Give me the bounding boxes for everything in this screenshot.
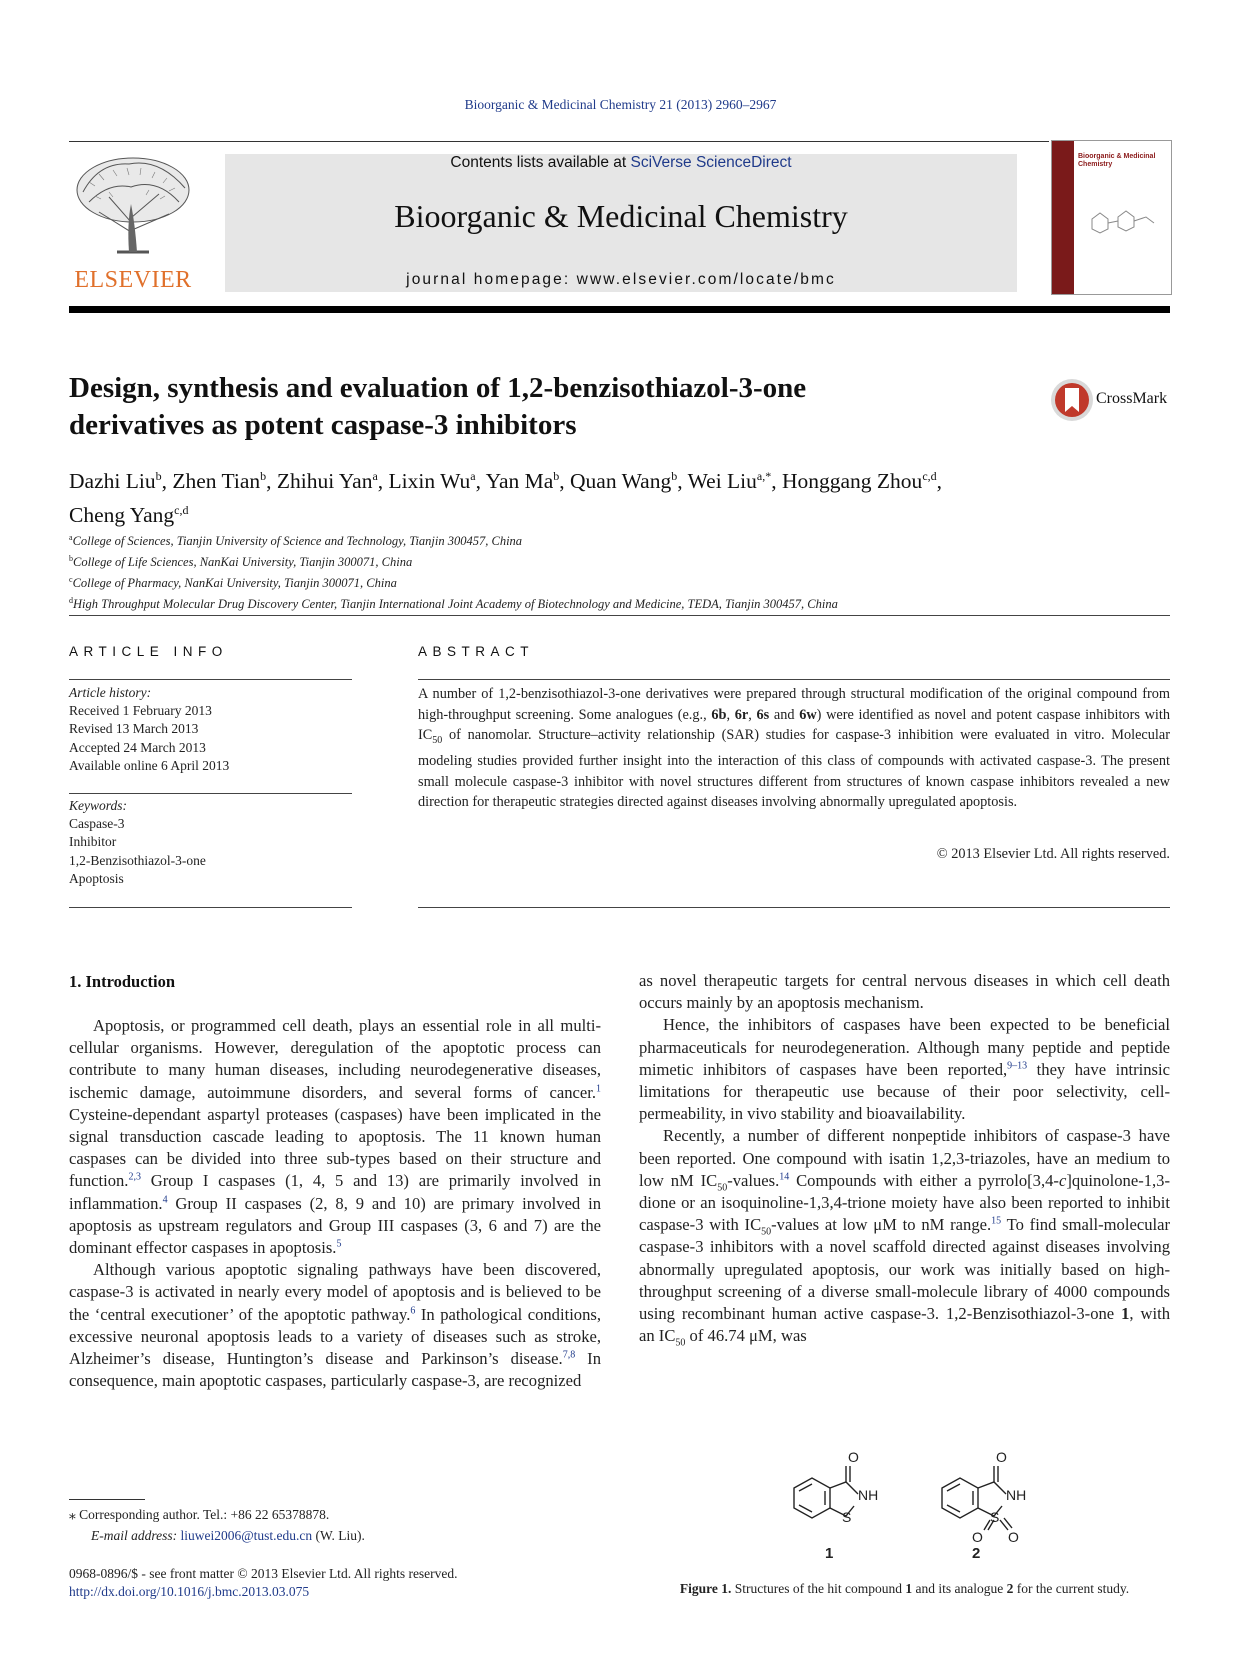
- body-text: they have intrinsic limitations for therapeutic use because of their poor selectivity, cell-permeability, in vivo stability and bioavailability.: [639, 1059, 1170, 1124]
- atom-label: S: [990, 1509, 1000, 1525]
- author-affiliation-mark[interactable]: a: [470, 469, 476, 483]
- journal-title: Bioorganic & Medicinal Chemistry: [394, 198, 848, 234]
- footnote-rule: [69, 1499, 145, 1500]
- affiliation: [69, 529, 1169, 550]
- body-text: Group I caspases (1, 4, 5 and 13) are primarily involved in inflammation.: [69, 1171, 601, 1213]
- citation-link[interactable]: 9–13: [1007, 1060, 1028, 1072]
- abstract-text-part: ) were identified as novel and potent caspase inhibitors with IC: [418, 706, 1170, 743]
- footnote-line: [69, 1505, 589, 1526]
- cover-title: Bioorganic & Medicinal Chemistry: [1078, 153, 1156, 168]
- cover-spine: [1052, 141, 1074, 294]
- affiliations-rule: [69, 615, 1170, 616]
- figure-1-caption: [639, 1581, 1170, 1597]
- affiliation-text: College of Life Sciences, NanKai University, Tianjin 300071, China: [73, 555, 413, 570]
- abstract-text-part: ,: [748, 706, 757, 723]
- citation-link[interactable]: 2,3: [128, 1171, 141, 1183]
- affiliation-key: c: [69, 575, 73, 585]
- citation-link[interactable]: 7,8: [562, 1349, 576, 1361]
- author-affiliation-mark[interactable]: b: [553, 469, 560, 483]
- elsevier-wordmark: ELSEVIER: [74, 267, 192, 293]
- compound-ref: 2: [1006, 1581, 1014, 1596]
- affiliation-key: b: [69, 554, 73, 564]
- subscript: 50: [761, 1226, 772, 1238]
- compound-ref: 6b: [711, 706, 727, 723]
- citation-link[interactable]: 4: [162, 1194, 168, 1206]
- figure-caption-text: for the current study.: [1013, 1581, 1130, 1596]
- compound-label: 1: [825, 1545, 834, 1562]
- compound-ref: 6s: [756, 706, 770, 723]
- body-text: Apoptosis, or programmed cell death, plays an essential role in all multi-cellular organisms. However, deregulation of the apoptotic process can contribute to many human diseases, including neurodegenerative diseases, ischemic damage, autoimmune disorders, and several forms of cancer.: [69, 1016, 601, 1102]
- citation-link[interactable]: 14: [779, 1171, 790, 1183]
- body-column-right: [639, 970, 1170, 1347]
- body-paragraph: [639, 1125, 1170, 1347]
- abstract-rule: [418, 679, 1170, 680]
- author-affiliation-mark[interactable]: a: [372, 469, 378, 483]
- body-text: Although various apoptotic signaling pathways have been discovered, caspase-3 is activated in nearly every model of apoptosis and is believed to be the ‘central executioner’ of the apoptotic pathway.: [69, 1260, 601, 1324]
- abstract-copyright: © 2013 Elsevier Ltd. All rights reserved.: [936, 846, 1170, 862]
- affiliation: [69, 571, 1169, 592]
- crossmark-badge[interactable]: [1050, 378, 1175, 422]
- history-item: Available online 6 April 2013: [69, 757, 230, 773]
- keywords: [69, 797, 352, 888]
- keyword[interactable]: Apoptosis: [69, 870, 124, 886]
- affiliation-list: [69, 529, 1169, 614]
- abstract-text-part: of nanomolar. Structure–activity relationship (SAR) studies for caspase-3 inhibition were evaluated in vitro. Molecular modeling studies provided further insight into the interaction of this class of compounds with activated caspase-3. The present small molecule caspase-3 inhibitor with novel structures different from structures of known caspase inhibitors revealed a new direction for therapeutic strategies directed against diseases involving abnormally upregulated apoptosis.: [418, 727, 1170, 811]
- body-text: Compounds with either a pyrrolo[3,4-: [789, 1170, 1059, 1190]
- affiliation-text: College of Sciences, Tianjin University of Science and Technology, Tianjin 300457, China: [72, 534, 523, 549]
- footnote-text: (W. Liu).: [312, 1527, 365, 1543]
- header-rule: [69, 141, 1049, 142]
- compound-label: 2: [972, 1545, 981, 1562]
- body-text: as novel therapeutic targets for central nervous diseases in which cell death occurs mainly by an apoptosis mechanism.: [639, 971, 1170, 1013]
- paper-title-line-1: Design, synthesis and evaluation of 1,2-benzisothiazol-3-one: [69, 372, 807, 404]
- atom-label: NH: [1006, 1487, 1027, 1503]
- author-affiliation-mark[interactable]: c,d: [922, 469, 937, 483]
- keywords-label: Keywords:: [69, 798, 127, 813]
- body-paragraph: [639, 1014, 1170, 1125]
- italic-text: c: [1058, 1170, 1067, 1190]
- history-item: Revised 13 March 2013: [69, 721, 199, 737]
- affiliation-key: a: [69, 533, 73, 542]
- author[interactable]: Quan Wang: [570, 469, 672, 494]
- body-text: -values at low μM to nM range.: [771, 1215, 992, 1235]
- body-text: , with an IC: [639, 1304, 1170, 1346]
- sciencedirect-link[interactable]: SciVerse ScienceDirect: [630, 154, 792, 171]
- author[interactable]: Honggang Zhou: [781, 469, 923, 494]
- body-text: ]quinolone-1,3-dione or an isoquinoline-1,3,4-trione moiety have also been reported to inhibit caspase-3 with IC: [639, 1170, 1170, 1235]
- article-info-heading: ARTICLE INFO: [69, 644, 228, 659]
- abstract-text-part: ,: [726, 706, 735, 723]
- keyword[interactable]: 1,2-Benzisothiazol-3-one: [69, 852, 206, 868]
- elsevier-tree-icon: [69, 152, 197, 260]
- affiliation: [69, 550, 1169, 571]
- atom-label: S: [842, 1509, 852, 1525]
- author[interactable]: Zhihui Yan: [276, 469, 373, 494]
- figure-1: [780, 1448, 1070, 1564]
- affiliation-key: d: [69, 596, 73, 606]
- body-text: Cysteine-dependant aspartyl proteases (caspases) have been implicated in the signal transduction cascade leading to apoptosis. The 11 known human caspases can be divided into three sub-types based on their structure and function.: [69, 1104, 601, 1191]
- contents-prefix: Contents lists available at: [450, 154, 631, 171]
- paper-title: [69, 370, 1029, 444]
- author-affiliation-mark[interactable]: b: [671, 469, 678, 483]
- abstract-text-part: and: [769, 706, 800, 723]
- body-paragraph: [639, 970, 1170, 1014]
- compound-ref: 6w: [799, 706, 817, 723]
- crossmark-icon: [1050, 378, 1094, 422]
- author[interactable]: Yan Ma: [485, 469, 554, 494]
- atom-label: O: [848, 1449, 859, 1465]
- figure-caption-label: Figure 1.: [679, 1581, 732, 1596]
- cover-molecule-icon: [1082, 199, 1162, 239]
- compound-ref: 6r: [734, 706, 749, 723]
- crossmark-label: CrossMark: [1096, 390, 1168, 407]
- author-affiliation-mark[interactable]: a,*: [756, 469, 772, 483]
- body-text: In consequence, main apoptotic caspases, particularly caspase-3, are recognized: [69, 1349, 601, 1391]
- body-text: In pathological conditions, excessive neuronal apoptosis leads to a variety of diseases such as stroke, Alzheimer’s disease, Huntington’s disease and Parkinson’s disease.: [69, 1304, 602, 1369]
- keyword[interactable]: Caspase-3: [69, 816, 125, 832]
- author[interactable]: Lixin Wu: [388, 469, 471, 494]
- subscript: 50: [432, 734, 443, 746]
- article-info-bottom-rule: [69, 907, 352, 908]
- figure-caption-text: and its analogue: [912, 1581, 1007, 1596]
- footnote-star: ⁎: [69, 1507, 76, 1522]
- abstract-text: [418, 684, 1170, 813]
- author-list: Dazhi Liu$^b$, Zhen Tian$^b$, Zhihui Yan$^a$, Lixin Wu$^a$, Yan Ma$^b$, Quan Wang$^b$, Wei Liu$^{a,*}$, Honggang Zhou$^{c,d}$, Cheng Yang$^{c,d}$: [69, 469, 943, 528]
- author[interactable]: Wei Liu: [687, 469, 757, 494]
- atom-label: O: [996, 1449, 1007, 1465]
- author-affiliation-mark[interactable]: b: [260, 469, 267, 483]
- subscript: 50: [717, 1182, 728, 1194]
- issn-text: 0968-0896/$ - see front matter © 2013 Elsevier Ltd. All rights reserved.: [69, 1566, 458, 1581]
- article-info-rule: [69, 679, 352, 680]
- journal-homepage-link[interactable]: journal homepage: www.elsevier.com/locate/bmc: [406, 271, 836, 288]
- section-heading-introduction: 1. Introduction: [69, 972, 176, 991]
- figure-caption-text: Structures of the hit compound: [731, 1581, 906, 1596]
- author-affiliation-mark[interactable]: c,d: [174, 503, 189, 518]
- body-text: of 46.74 μM, was: [685, 1326, 807, 1346]
- journal-banner: [225, 154, 1017, 292]
- body-column-left: [69, 1015, 601, 1392]
- author[interactable]: Zhen Tian: [172, 469, 261, 494]
- subscript: 50: [675, 1337, 686, 1349]
- author[interactable]: Cheng Yang: [69, 503, 175, 528]
- history-item: Received 1 February 2013: [69, 703, 212, 719]
- abstract-text-part: A number of 1,2-benzisothiazol-3-one derivatives were prepared through structural modification of the original compound from high-throughput screening. Some analogues (e.g.,: [418, 686, 1170, 723]
- abstract-heading: ABSTRACT: [418, 644, 535, 659]
- doi-link[interactable]: http://dx.doi.org/10.1016/j.bmc.2013.03.075: [69, 1583, 310, 1599]
- article-history: [69, 684, 352, 775]
- body-paragraph: [69, 1015, 601, 1259]
- citation-link[interactable]: 5: [336, 1238, 342, 1250]
- journal-cover-thumbnail[interactable]: [1051, 140, 1172, 295]
- article-history-label: Article history:: [69, 685, 152, 700]
- journal-reference[interactable]: Bioorganic & Medicinal Chemistry 21 (2013) 2960–2967: [464, 97, 777, 112]
- abstract-bottom-rule: [418, 907, 1170, 908]
- body-paragraph: [69, 1259, 601, 1392]
- citation-link[interactable]: 6: [410, 1305, 416, 1317]
- compound-ref: 1: [905, 1581, 913, 1596]
- keyword[interactable]: Inhibitor: [69, 834, 117, 850]
- figure-1-structures: [780, 1448, 1070, 1564]
- atom-label: O: [1008, 1529, 1019, 1545]
- affiliation-text: High Throughput Molecular Drug Discovery Center, Tianjin International Joint Academy of Biotechnology and Medicine, TEDA, Tianjin 300457, China: [73, 597, 838, 612]
- compound-ref: 1: [1121, 1304, 1130, 1324]
- email-link[interactable]: liuwei2006@tust.edu.cn: [180, 1527, 313, 1543]
- affiliation: [69, 592, 1169, 613]
- header-thick-rule: [69, 306, 1170, 313]
- keywords-rule: [69, 793, 352, 794]
- footnote-line: [69, 1526, 589, 1547]
- elsevier-logo[interactable]: [69, 152, 197, 294]
- author-affiliation-mark[interactable]: b: [155, 469, 162, 483]
- corresponding-author-footnote: [69, 1505, 589, 1546]
- author[interactable]: Dazhi Liu: [69, 469, 156, 494]
- body-text: Group II caspases (2, 8, 9 and 10) are primary involved in apoptosis as upstream regulators and Group III caspases (3, 6 and 7) are the dominant effector caspases in apoptosis.: [69, 1193, 601, 1258]
- atom-label: O: [972, 1529, 983, 1545]
- body-text: Hence, the inhibitors of caspases have been expected to be beneficial pharmaceuticals for neurodegeneration. Although many peptide and peptide mimetic inhibitors of caspases have been reported,: [639, 1015, 1170, 1079]
- body-text: Recently, a number of different nonpeptide inhibitors of caspase-3 have been reported. One compound with isatin 1,2,3-triazoles, have an medium to low nM IC: [639, 1126, 1170, 1190]
- citation-link[interactable]: 1: [596, 1083, 601, 1095]
- body-text: -values.: [727, 1170, 780, 1190]
- issn-block: [69, 1565, 599, 1600]
- affiliation-text: College of Pharmacy, NanKai University, Tianjin 300071, China: [72, 576, 397, 591]
- paper-title-line-2: derivatives as potent caspase-3 inhibitors: [69, 409, 577, 441]
- contents-line: [225, 154, 1017, 172]
- citation-link[interactable]: 15: [991, 1215, 1002, 1227]
- email-label: E-mail address:: [91, 1527, 181, 1543]
- footnote-text: Corresponding author. Tel.: +86 22 65378878.: [75, 1507, 330, 1522]
- body-text: To find small-molecular caspase-3 inhibitors with a novel scaffold directed against diseases involving abnormally upregulated apoptosis, our work was initially based on high-throughput screening of a diverse small-molecule library of 4000 compounds using recombinant human active caspase-3. 1,2-Benzisothiazol-3-one: [639, 1215, 1170, 1324]
- atom-label: NH: [858, 1487, 879, 1503]
- history-item: Accepted 24 March 2013: [69, 739, 206, 755]
